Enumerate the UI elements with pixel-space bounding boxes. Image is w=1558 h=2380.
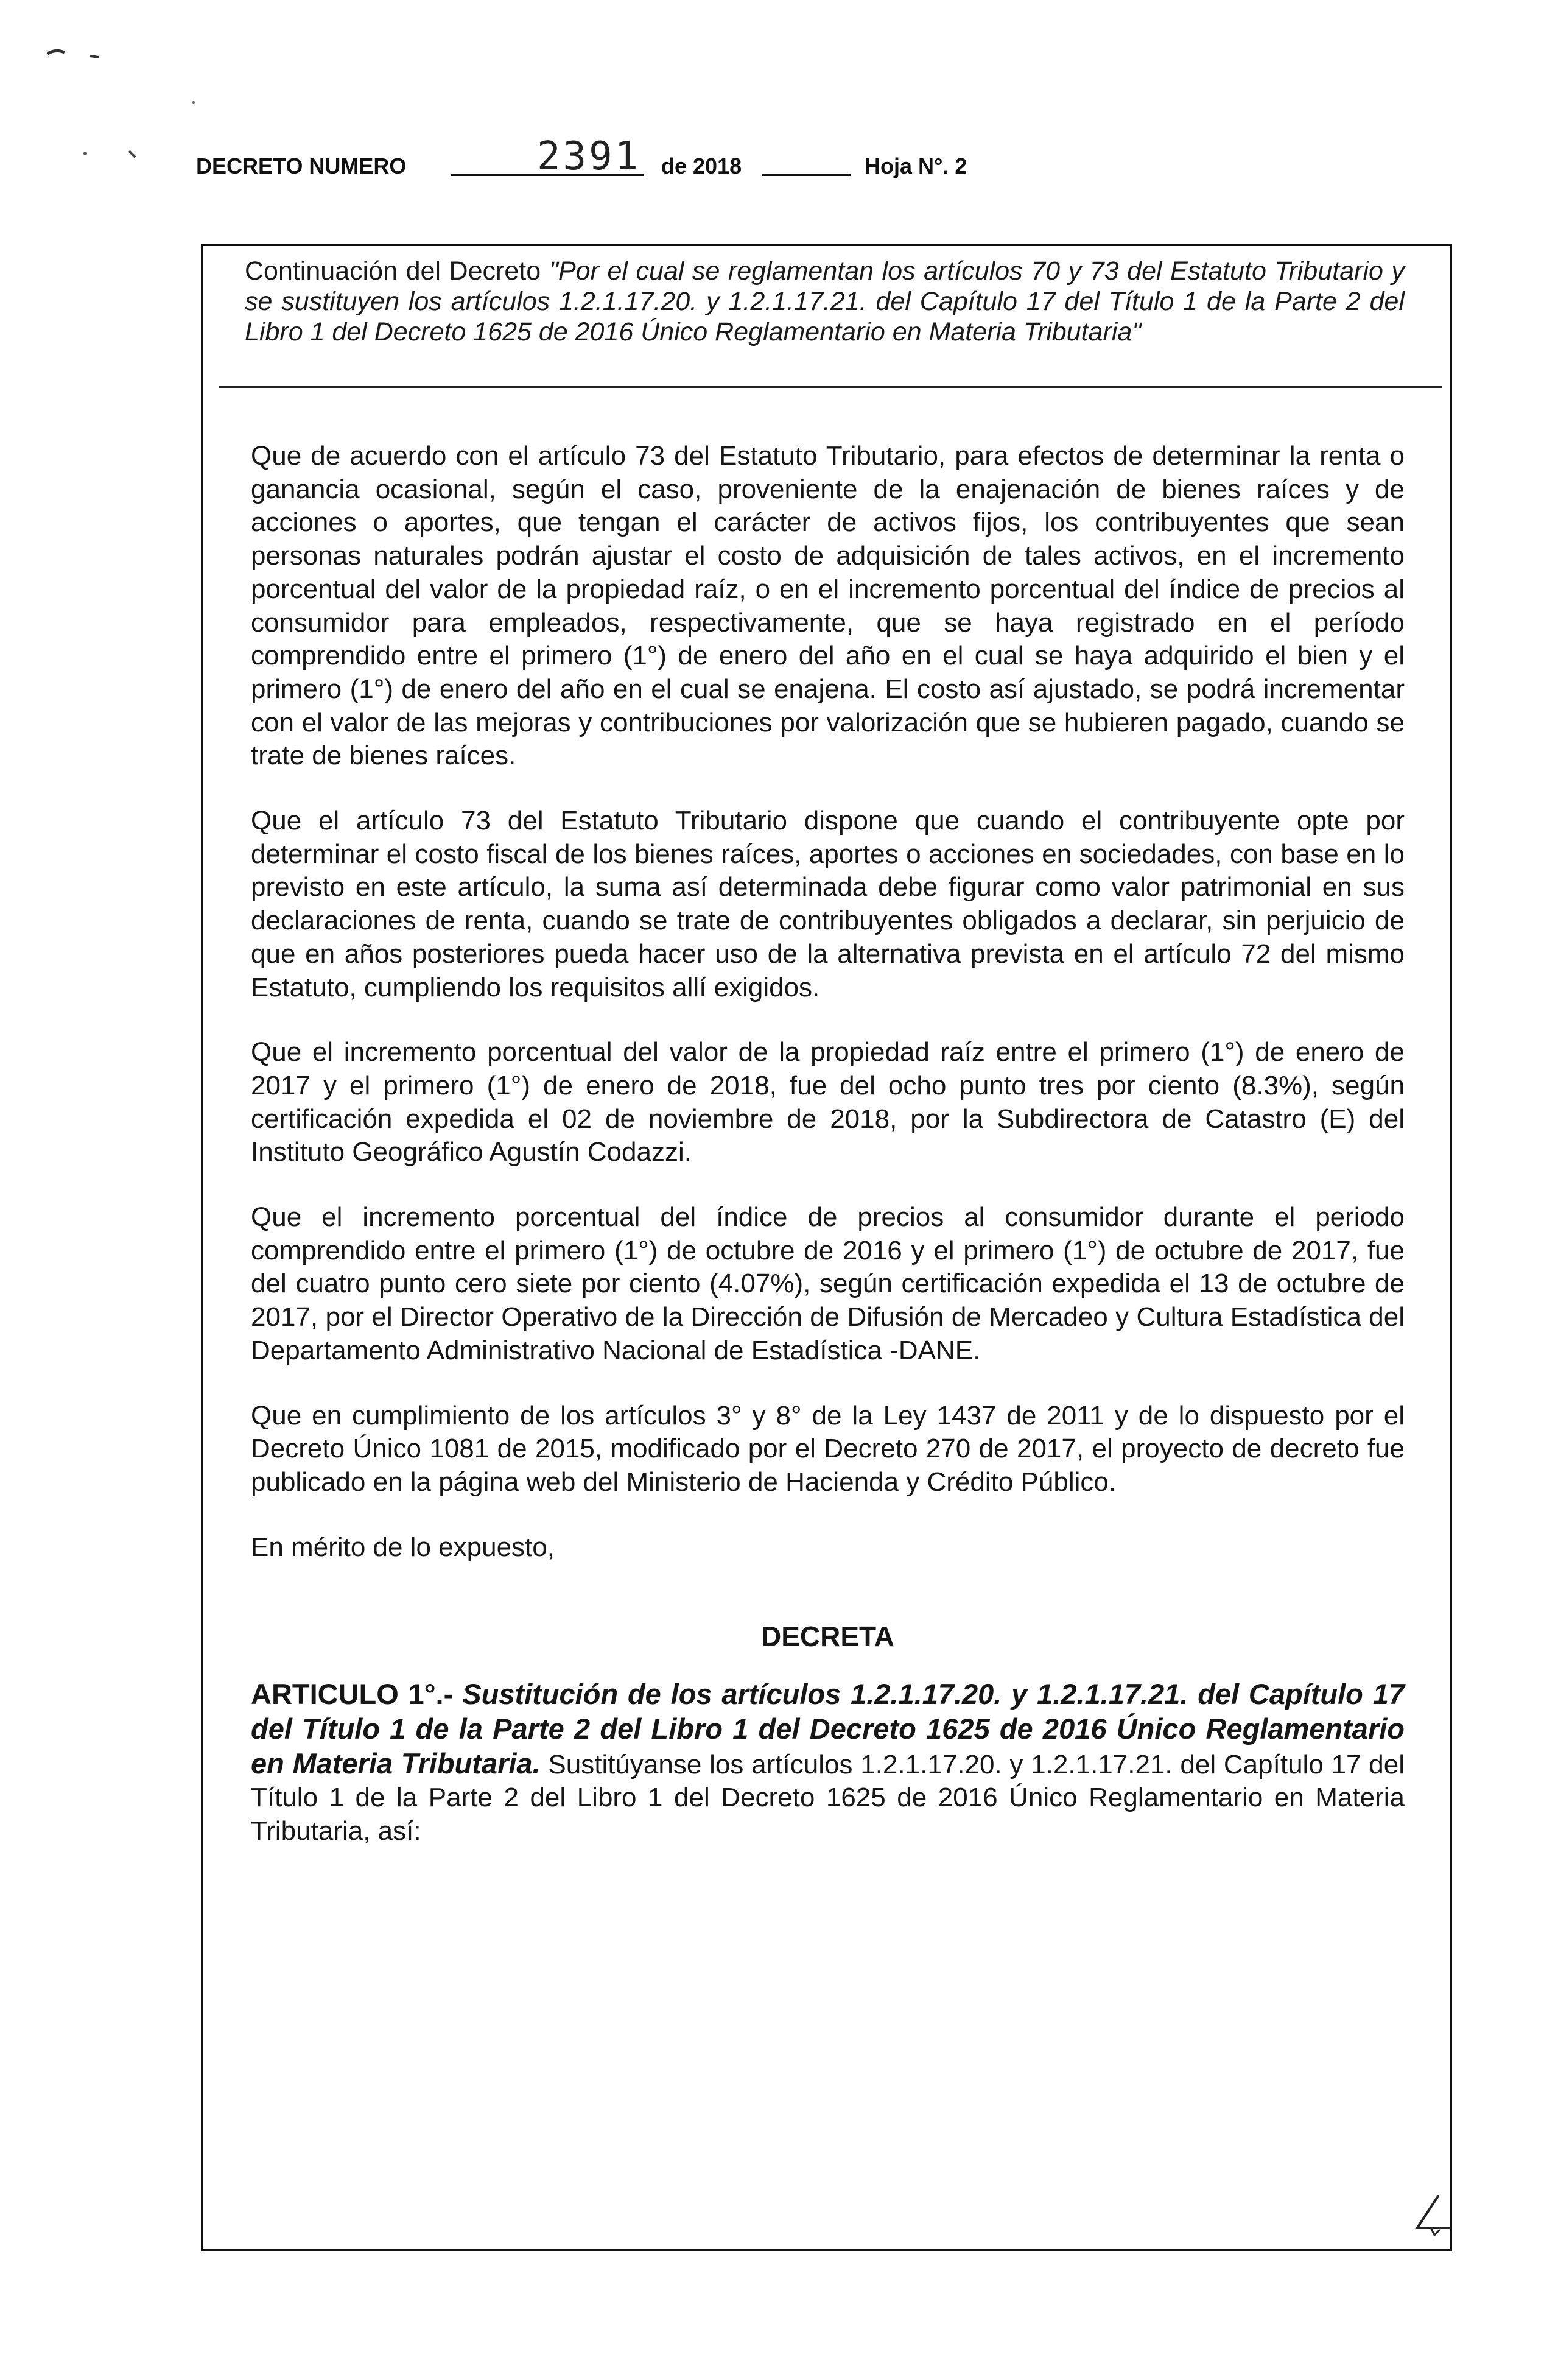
recital-paragraph: Que el artículo 73 del Estatuto Tributario dispone que cuando el contribuyente opte por determinar el costo fiscal de los bienes raíces, aportes o acciones en sociedades, con base en lo previsto en este artículo, la suma así determinada debe figurar como valor patrimonial en sus declaraciones de renta, cuando se trate de contribuyentes obligados a declarar, sin perjuicio de que en años posteriores pueda hacer uso de la alternativa prevista en el artículo 72 del mismo Estatuto, cumpliendo los requisitos allí exigidos. (251, 806, 1405, 1002)
article-text: Sustitúyanse los artículos 1.2.1.17.20. y 1.2.1.17.21. del Capítulo 17 del Título 1 de la Parte 2 del Libro 1 del Decreto 1625 de 2016 Único Reglamentario en Materia Tributaria, así: (251, 1749, 1405, 1846)
decree-year: de 2018 (661, 153, 742, 178)
closing-recital: En mérito de lo expuesto, (251, 1532, 555, 1562)
decree-body (251, 440, 1405, 1880)
continuation-lead: Continuación del Decreto (245, 256, 541, 286)
article-title: Sustitución de los artículos 1.2.1.17.20. y 1.2.1.17.21. del Capítulo 17 del Título 1 de la Parte 2 del Libro 1 del Decreto 1625 de 2016 Único Reglamentario en Materia Tributaria. (251, 1678, 1405, 1780)
recital-paragraph: Que en cumplimiento de los artículos 3° y 8° de la Ley 1437 de 2011 y de lo dispuesto por el Decreto Único 1081 de 2015, modificado por el Decreto 270 de 2017, el proyecto de decreto fue publicado en la página web del Ministerio de Hacienda y Crédito Público. (251, 1400, 1405, 1497)
continuation-note (245, 256, 1405, 347)
recital-paragraph: Que el incremento porcentual del índice de precios al consumidor durante el periodo comprendido entre el primero (1°) de octubre de 2016 y el primero (1°) de octubre de 2017, fue del cuatro punto cero siete por ciento (4.07%), según certificación expedida el 13 de octubre de 2017, por el Director Operativo de la Dirección de Difusión de Mercadeo y Cultura Estadística del Departamento Administrativo Nacional de Estadística -DANE. (251, 1202, 1405, 1365)
decree-header (196, 135, 1048, 184)
handwritten-initial-mark (1406, 2192, 1455, 2241)
decreta-heading: DECRETA (761, 1621, 894, 1653)
year-blank (762, 174, 851, 176)
article-label: ARTICULO 1°.- (251, 1678, 454, 1711)
header-divider (219, 386, 1442, 388)
recital-paragraph: Que de acuerdo con el artículo 73 del Estatuto Tributario, para efectos de determinar la renta o ganancia ocasional, según el caso, proveniente de la enajenación de bienes raíces y de acciones o aportes, que tengan el carácter de activos fijos, los contribuyentes que sean personas naturales podrán ajustar el costo de adquisición de tales activos, en el incremento porcentual del valor de la propiedad raíz, o en el incremento porcentual del índice de precios al consumidor para empleados, respectivamente, que se haya registrado en el período comprendido entre el primero (1°) de enero del año en el cual se haya adquirido el bien y el primero (1°) de enero del año en el cual se enajena. El costo así ajustado, se podrá incrementar con el valor de las mejoras y contribuciones por valorización que se hubieren pagado, cuando se trate de bienes raíces. (251, 441, 1405, 771)
decree-title: "Por el cual se reglamentan los artículos 70 y 73 del Estatuto Tributario y se sustituyen los artículos 1.2.1.17.20. y 1.2.1.17.21. del Capítulo 17 del Título 1 de la Parte 2 del Libro 1 del Decreto 1625 de 2016 Único Reglamentario en Materia Tributaria" (245, 256, 1405, 347)
decree-number: 2391 (537, 134, 641, 179)
recital-paragraph: Que el incremento porcentual del valor de la propiedad raíz entre el primero (1°) de enero de 2017 y el primero (1°) de enero de 2018, fue del ocho punto tres por ciento (8.3%), según certificación expedida el 02 de noviembre de 2018, por la Subdirectora de Catastro (E) del Instituto Geográfico Agustín Codazzi. (251, 1037, 1405, 1167)
article-1 (251, 1678, 1405, 1848)
decree-number-label: DECRETO NUMERO (196, 153, 407, 178)
page-number: Hoja N°. 2 (865, 153, 967, 178)
